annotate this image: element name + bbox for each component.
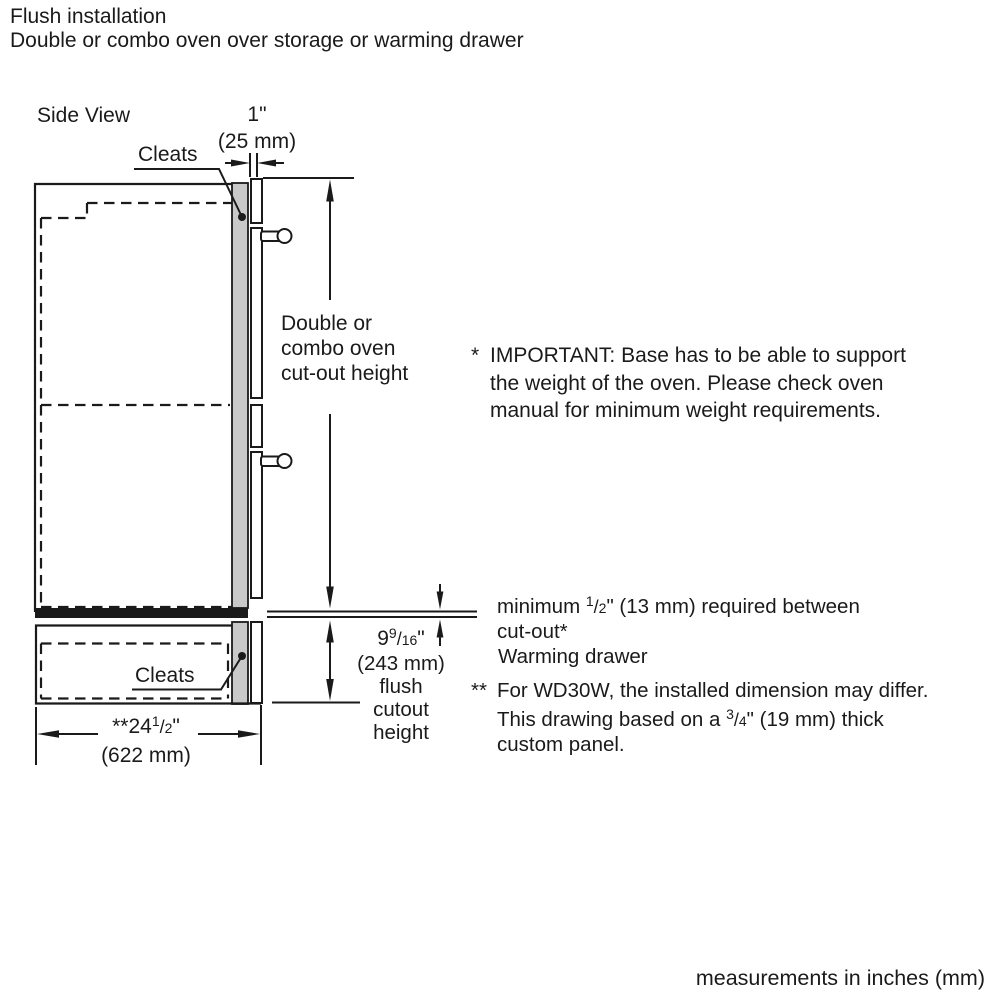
wd30w-note <box>471 679 928 757</box>
important-note <box>471 342 906 425</box>
flush-line-double <box>267 612 477 618</box>
dim-1in-inches: 1" <box>247 103 267 126</box>
warming-drawer-label: Warming drawer <box>498 645 648 668</box>
important-note-text: IMPORTANT: Base has to be able to support the weight of the oven. Please check oven manual for minimum weight requirements. <box>490 344 906 422</box>
min-gap-line1: minimum $^1$/2" (13 mm) required between <box>497 593 860 618</box>
dim-1in-arrows <box>225 153 284 177</box>
page-title: Flush installation <box>10 5 167 28</box>
width-mm: (622 mm) <box>101 744 191 767</box>
double-asterisk-marker: ** <box>471 679 487 702</box>
page-title-block <box>10 5 524 53</box>
oven-door-handle-lower <box>261 454 292 468</box>
cabinet-inner-dashed <box>41 203 232 607</box>
min-gap-note <box>497 589 860 644</box>
units-note: measurements in inches (mm) <box>695 966 985 990</box>
cutout-height-label: Double or combo oven cut-out height <box>281 312 409 385</box>
dim-1in-mm: (25 mm) <box>217 130 297 153</box>
cabinet-outline <box>35 184 232 612</box>
cleats-label-top: Cleats <box>138 143 198 166</box>
cleat-strip-upper <box>232 183 248 608</box>
width-dim-text <box>86 708 206 769</box>
cutout-height-dimension <box>263 178 354 609</box>
width-value: $**24^1/2$" <box>112 713 180 738</box>
cleat-strip-lower <box>232 622 248 704</box>
oven-front-panels <box>251 179 262 703</box>
min-gap-line2: cut-out* <box>497 620 568 643</box>
wd30w-note-text: For WD30W, the installed dimension may differ. This drawing based on a $^3$/4" (19 mm) thick custom panel. <box>497 679 929 756</box>
flush-cutout-dim-text: $9^9/16$" (243 mm) flush cutout height <box>339 622 463 744</box>
flush-cutout-mm: (243 mm) <box>357 652 445 675</box>
page-subtitle: Double or combo oven over storage or warming drawer <box>10 29 524 52</box>
cleats-top-leader <box>134 169 246 221</box>
oven-door-handle-upper <box>261 229 292 243</box>
cleats-label-bottom: Cleats <box>135 664 195 687</box>
side-view-label: Side View <box>37 104 131 127</box>
asterisk-marker: * <box>471 344 480 367</box>
flush-cutout-value: $9^9/16$" <box>377 625 425 650</box>
base-support-bar <box>35 608 248 618</box>
